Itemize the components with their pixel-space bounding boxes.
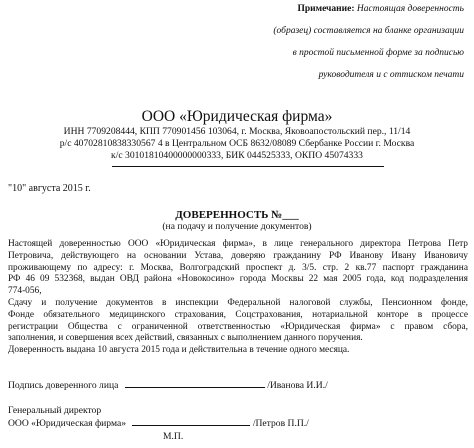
header-divider — [112, 166, 384, 167]
trustee-signature-label: Подпись доверенного лица — [8, 380, 119, 391]
stamp-placeholder: М.П. — [163, 431, 184, 442]
note-line-4: руководителя и с оттиском печати — [318, 70, 464, 80]
director-org: ООО «Юридическая фирма» — [8, 418, 127, 429]
body-line: регистрации Общества с ограниченной ответственностью «Юридическая фирма» с правом сбора, — [8, 321, 468, 332]
organization-name: ООО «Юридическая фирма» — [141, 108, 333, 125]
body-line: заполнения, и совершения всех действий, связанных с выполнением данного поручения. — [8, 333, 363, 344]
document-date: "10" августа 2015 г. — [8, 183, 91, 194]
body-line: Сдачу и получение документов в инспекции Федеральной налоговой службы, Пенсионном фонде, — [8, 297, 468, 308]
body-line: Фонде обязательного медицинского страхования, Соцстрахования, нотариальной конторе в процессе — [8, 309, 468, 320]
note-line-3: в простой письменной форме за подписью — [292, 48, 464, 58]
body-line: РФ 46 09 532368, выдан ОВД района «Новокосино» города Москвы 22 мая 2005 года, код подразделения — [8, 274, 468, 285]
requisites-line-3: к/с 30101810400000000333, БИК 044525333, ОКПО 45074333 — [111, 150, 363, 161]
document-body — [8, 239, 468, 357]
document-subtitle: (на подачу и получение документов) — [162, 221, 312, 232]
note-label: Примечание: — [297, 4, 355, 14]
director-signature-row — [8, 418, 309, 429]
note-text: Настоящая доверенность — [356, 4, 464, 14]
requisites-line-1: ИНН 7709208444, КПП 770901456 103064, г. Москва, Яковоапостольский пер., 11/14 — [63, 126, 411, 137]
body-line: Доверенность выдана 10 августа 2015 года и действительна в течение одного месяца. — [8, 345, 350, 356]
director-signature-line — [132, 425, 250, 426]
director-title: Генеральный директор — [8, 405, 102, 416]
body-line: проживающему по адресу: г. Москва, Волгоградский проспект д. 3/5. стр. 2 кв.77 паспорт гражданина — [8, 262, 468, 273]
trustee-signature-line — [125, 387, 265, 388]
trustee-signature-row — [8, 380, 328, 391]
director-name: /Петров П.П./ — [252, 418, 309, 429]
note-line-2: (образец) составляется на бланке организации — [273, 26, 464, 36]
body-line: 774-056, — [8, 286, 42, 297]
note-line-1 — [297, 3, 464, 16]
body-line: Настоящей доверенностью ООО «Юридическая фирма», в лице генерального директора Петрова Петр — [8, 239, 468, 249]
requisites-line-2: р/с 40702810838330567 4 в Центральном ОСБ 8632/08089 Сбербанке России г. Москва — [59, 138, 415, 149]
body-line: Петровича, действующего на основании Устава, доверяю гражданину РФ Иванову Ивану Ивановичу — [8, 250, 468, 261]
trustee-name: /Иванова И.И./ — [267, 380, 328, 391]
document-title: ДОВЕРЕННОСТЬ №___ — [175, 209, 299, 221]
